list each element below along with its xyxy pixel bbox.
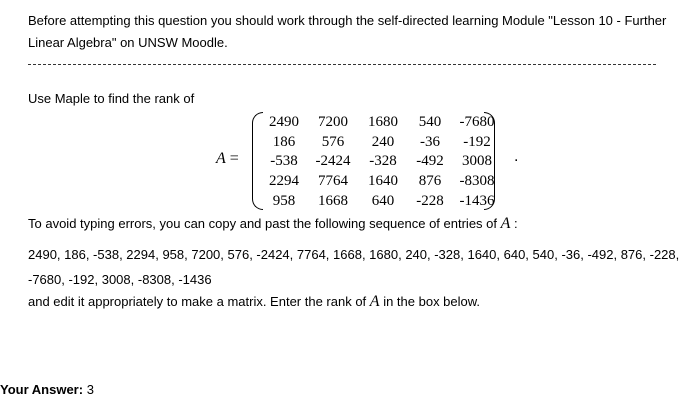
answer-value: 3	[86, 382, 94, 397]
avoid-typing-text	[28, 213, 518, 235]
matrix-cell: -36	[420, 133, 440, 150]
matrix-row	[260, 191, 502, 211]
use-maple-text: Use Maple to find the rank of	[28, 91, 195, 106]
matrix-cell: -192	[463, 133, 491, 150]
matrix-cell: 186	[272, 133, 296, 150]
matrix-row	[260, 152, 502, 172]
matrix-cell: 3008	[462, 153, 492, 170]
matrix-cell: 876	[418, 173, 442, 190]
edit-text-var: A	[369, 293, 380, 310]
entries-sequence: 2490, 186, -538, 2294, 958, 7200, 576, -2424, 7764, 1668, 1680, 240, -328, 1640, 640, 540, -36, -492, 876, -228, -7680, -192, 3008, -8308, -1436	[28, 247, 680, 287]
avoid-text-var: A	[500, 215, 511, 232]
matrix-row	[260, 113, 502, 133]
answer-row	[0, 380, 94, 400]
matrix-lhs	[216, 150, 239, 168]
intro-text: Before attempting this question you should work through the self-directed learning Module "Lesson 10 - Further Linear Algebra" on UNSW Moodle.	[28, 13, 667, 50]
matrix-cell: 7764	[318, 173, 348, 190]
matrix-cell: 1668	[318, 192, 348, 209]
avoid-text-post: :	[510, 216, 518, 231]
matrix-cell: -7680	[459, 114, 495, 131]
matrix-cell: -328	[369, 153, 397, 170]
matrix-variable: A	[216, 150, 226, 167]
matrix-equation	[28, 112, 688, 210]
matrix-cell: -492	[416, 153, 444, 170]
avoid-text-pre: To avoid typing errors, you can copy and past the following sequence of entries of	[28, 216, 501, 231]
matrix-cell: 2294	[269, 173, 299, 190]
matrix-period: .	[514, 148, 519, 165]
matrix-cell: 540	[418, 114, 442, 131]
matrix-cell: 1680	[368, 114, 398, 131]
matrix-cell: 958	[272, 192, 296, 209]
matrix-table	[260, 113, 502, 211]
matrix-row	[260, 133, 502, 153]
matrix-cell: 240	[371, 133, 395, 150]
edit-instruction-text	[28, 291, 480, 313]
matrix-cell: -8308	[459, 173, 495, 190]
matrix-cell: 2490	[269, 114, 299, 131]
right-paren	[484, 112, 495, 210]
matrix-cell: 640	[371, 192, 395, 209]
matrix-cell: -1436	[459, 192, 495, 209]
matrix-cell: 1640	[368, 173, 398, 190]
matrix-row	[260, 172, 502, 192]
matrix-cell: 7200	[318, 114, 348, 131]
equals-sign: =	[229, 150, 239, 167]
matrix-cell: -538	[270, 153, 298, 170]
answer-label: Your Answer:	[0, 382, 84, 397]
edit-text-post: in the box below.	[379, 294, 481, 309]
edit-text-pre: and edit it appropriately to make a matrix. Enter the rank of	[28, 294, 370, 309]
matrix-cell: 576	[321, 133, 345, 150]
dashed-divider	[28, 64, 656, 65]
matrix-cell: -228	[416, 192, 444, 209]
matrix-cell: -2424	[315, 153, 351, 170]
